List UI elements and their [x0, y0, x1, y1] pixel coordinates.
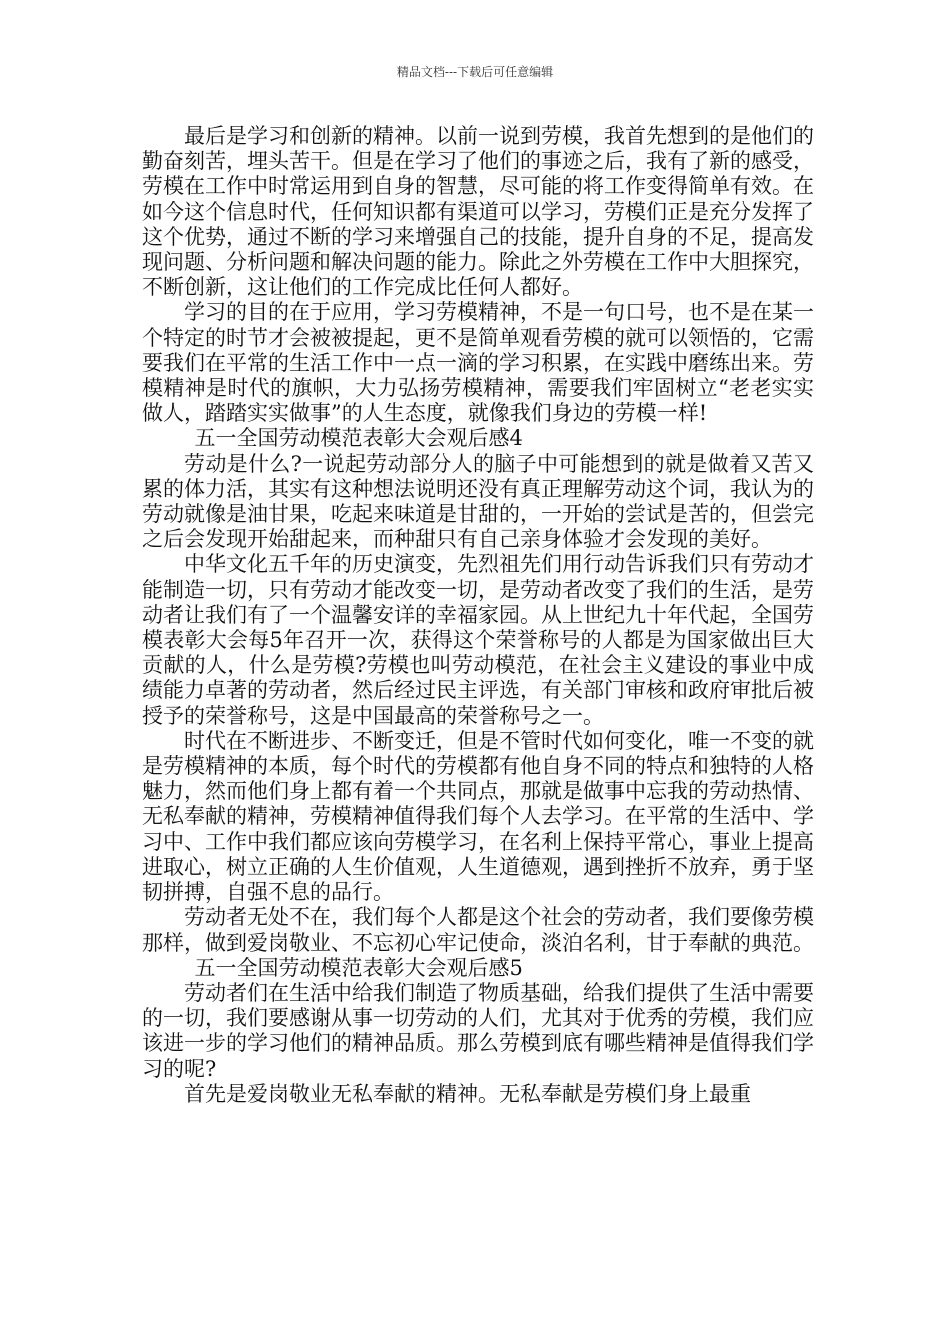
- paragraph-times-change: 时代在不断进步、不断变迁，但是不管时代如何变化，唯一不变的就是劳模精神的本质，每个时代的劳模都有他自身不同的特点和独特的人格魅力，然而他们身上都有着一个共同点，那就是做事中忘我的劳动热情、无私奉献的精神，劳模精神值得我们每个人去学习。在平常的生活中、学习中、工作中我们都应该向劳模学习，在名利上保持平常心，事业上提高进取心，树立正确的人生价值观，人生道德观，遇到挫折不放弃，勇于坚韧拼搏，自强不息的品行。: [142, 728, 814, 905]
- section-heading-4: 五一全国劳动模范表彰大会观后感4: [194, 426, 523, 451]
- document-body: [142, 124, 814, 1107]
- paragraph-learning-innovation: 最后是学习和创新的精神。以前一说到劳模，我首先想到的是他们的勤奋刻苦，埋头苦干。但是在学习了他们的事迹之后，我有了新的感受，劳模在工作中时常运用到自身的智慧，尽可能的将工作变得简单有效。在如今这个信息时代，任何知识都有渠道可以学习，劳模们正是充分发挥了这个优势，通过不断的学习来增强自己的技能，提升自身的不足，提高发现问题、分析问题和解决问题的能力。除此之外劳模在工作中大胆探究，不断创新，这让他们的工作完成比任何人都好。: [142, 124, 814, 300]
- paragraph-learning-purpose: 学习的目的在于应用，学习劳模精神，不是一句口号，也不是在某一个特定的时节才会被被提起，更不是简单观看劳模的就可以领悟的，它需要我们在平常的生活工作中一点一滴的学习积累，在实践中磨练出来。劳模精神是时代的旗帜，大力弘扬劳模精神，需要我们牢固树立“老老实实做人，踏踏实实做事”的人生态度，就像我们身边的劳模一样!: [142, 300, 814, 426]
- paragraph-chinese-history: 中华文化五千年的历史演变，先烈祖先们用行动告诉我们只有劳动才能制造一切，只有劳动才能改变一切，是劳动者改变了我们的生活，是劳动者让我们有了一个温馨安详的幸福家园。从上世纪九十年代起，全国劳模表彰大会每5年召开一次，获得这个荣誉称号的人都是为国家做出巨大贡献的人，什么是劳模?劳模也叫劳动模范，在社会主义建设的事业中成绩能力卓著的劳动者，然后经过民主评选，有关部门审核和政府审批后被授予的荣誉称号，这是中国最高的荣誉称号之一。: [142, 552, 814, 728]
- page-header: 精品文档---下载后可任意编辑: [396, 65, 554, 79]
- section-heading-5: 五一全国劳动模范表彰大会观后感5: [194, 955, 523, 980]
- paragraph-dedication: 首先是爱岗敬业无私奉献的精神。无私奉献是劳模们身上最重: [184, 1081, 751, 1106]
- paragraph-workers-foundation: 劳动者们在生活中给我们制造了物质基础，给我们提供了生活中需要的一切，我们要感谢从事一切劳动的人们，尤其对于优秀的劳模，我们应该进一步的学习他们的精神品质。那么劳模到底有哪些精神是值得我们学习的呢?: [142, 980, 814, 1081]
- paragraph-workers-everywhere: 劳动者无处不在，我们每个人都是这个社会的劳动者，我们要像劳模那样，做到爱岗敬业、不忘初心牢记使命，淡泊名利，甘于奉献的典范。: [142, 905, 814, 955]
- paragraph-what-is-labor: 劳动是什么?一说起劳动部分人的脑子中可能想到的就是做着又苦又累的体力活，其实有这种想法说明还没有真正理解劳动这个词，我认为的劳动就像是油甘果，吃起来味道是甘甜的，一开始的尝试是苦的，但尝完之后会发现开始甜起来，而种甜只有自己亲身体验才会发现的美好。: [142, 451, 814, 552]
